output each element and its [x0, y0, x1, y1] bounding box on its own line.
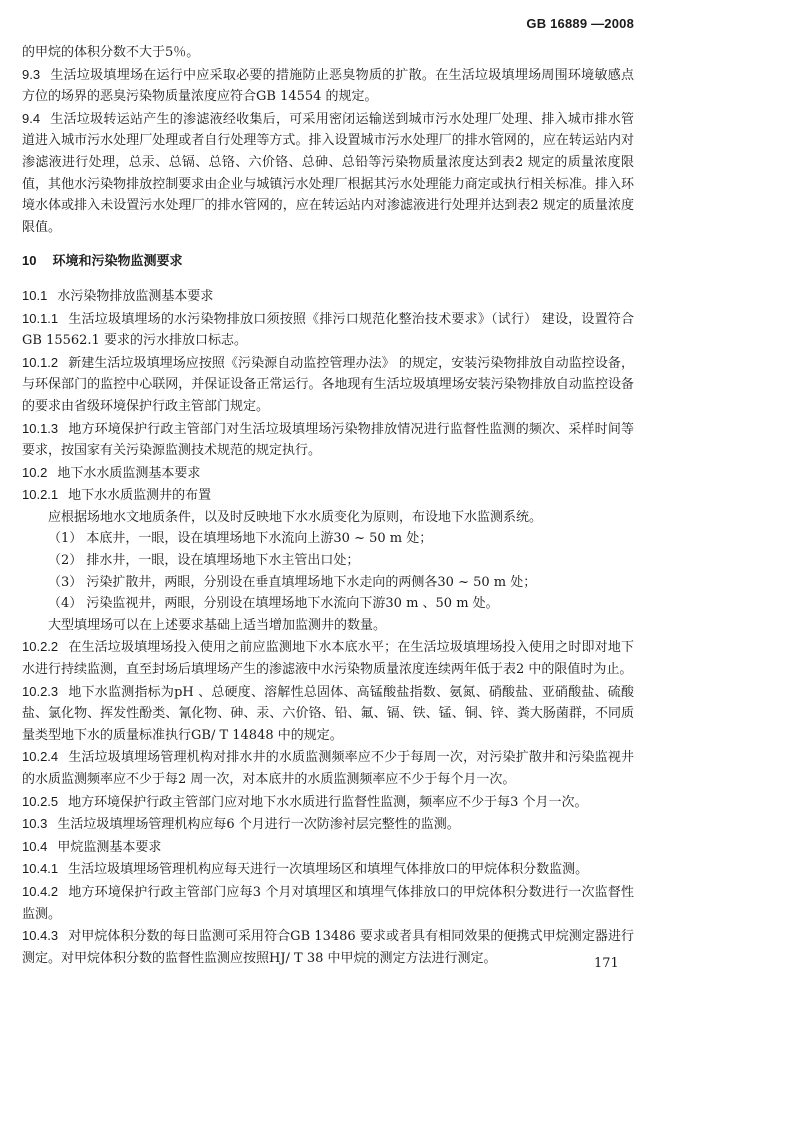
list-item: （1） 本底井，一眼，设在填埋场地下水流向上游30 ~ 50 m 处； — [48, 531, 433, 547]
clause-10-2-5: 10.2.5 地方环境保护行政主管部门应对地下水水质进行监督性监测，频率应不少于每3 个月一次。 — [22, 793, 588, 810]
clause-10-2: 10.2 地下水水质监测基本要求 — [22, 464, 201, 481]
clause-9-4: 9.4 生活垃圾转运站产生的渗滤液经收集后，可采用密闭运输送到城市污水处理厂处理、排入城市排水管道进入城市污水处理厂处理或者自行处理等方式。排入设置城市污水处理厂的排水管网的，应在转运站内对渗滤液进行处理，总汞、总镉、总铬、六价铬、总砷、总铅等污染物质量浓度达到表2 规定的质量浓度限值，其他水污染物排放控制要求由企业与城镇污水处理厂根据其污水处理能力商定或执行相关标准。排入环境水体或排入未设置污水处理厂的排水管网的，应在转运站内对渗滤液进行处理并达到表2 规定的质量浓度限值。 — [22, 110, 634, 235]
list-item: （4） 污染监视井，两眼，分别设在填埋场地下水流向下游30 m 、50 m 处。 — [48, 596, 499, 612]
wells-intro: 应根据场地水文地质条件，以及时反映地下水水质变化为原则，布设地下水监测系统。 — [48, 509, 543, 525]
list-item: （2） 排水井，一眼，设在填埋场地下水主管出口处； — [48, 553, 360, 569]
section-heading: 10 环境和污染物监测要求 — [22, 253, 183, 270]
clause-10-1: 10.1 水污染物排放监测基本要求 — [22, 287, 214, 304]
standard-number: GB 16889 —2008 — [526, 16, 634, 31]
clause-10-1-1: 10.1.1 生活垃圾填埋场的水污染物排放口须按照《排污口规范化整治技术要求》（试行） 建设，设置符合GB 15562.1 要求的污水排放口标志。 — [22, 310, 634, 349]
clause-10-2-2: 10.2.2 在生活垃圾填埋场投入使用之前应监测地下水本底水平；在生活垃圾填埋场投入使用之时即对地下水进行持续监测，直至封场后填埋场产生的渗滤液中水污染物质量浓度连续两年低于表2 中的限值时为止。 — [22, 639, 634, 678]
paragraph: 的甲烷的体积分数不大于5％。 — [22, 45, 200, 60]
clause-10-1-2: 10.1.2 新建生活垃圾填埋场应按照《污染源自动监控管理办法》 的规定，安装污染物排放自动监控设备，与环保部门的监控中心联网，并保证设备正常运行。各地现有生活垃圾填埋场安装污染物排放自动监控设备的要求由省级环境保护行政主管部门规定。 — [22, 354, 634, 414]
clause-10-1-3: 10.1.3 地方环境保护行政主管部门对生活垃圾填埋场污染物排放情况进行监督性监测的频次、采样时间等要求，按国家有关污染源监测技术规范的规定执行。 — [22, 420, 634, 459]
clause-10-3: 10.3 生活垃圾填埋场管理机构应每6 个月进行一次防渗衬层完整性的监测。 — [22, 816, 460, 833]
list-item: （3） 污染扩散井，两眼，分别设在垂直填埋场地下水走向的两侧各30 ~ 50 m 处； — [48, 574, 537, 590]
page-number: 171 — [594, 956, 619, 971]
clause-10-2-3: 10.2.3 地下水监测指标为pH 、总硬度、溶解性总固体、高锰酸盐指数、氨氮、硝酸盐、亚硝酸盐、硫酸盐、氯化物、挥发性酚类、氰化物、砷、汞、六价铬、铅、氟、镉、铁、锰、铜、锌、粪大肠菌群，不同质量类型地下水的质量标准执行GB/ T 14848 中的规定。 — [22, 683, 634, 743]
clause-10-4-3: 10.4.3 对甲烷体积分数的每日监测可采用符合GB 13486 要求或者具有相同效果的便携式甲烷测定器进行测定。对甲烷体积分数的监督性监测应按照HJ/ T 38 中甲烷的测定方法进行测定。 — [22, 928, 634, 966]
clause-10-2-4: 10.2.4 生活垃圾填埋场管理机构对排水井的水质监测频率应不少于每周一次，对污染扩散井和污染监视井的水质监测频率应不少于每2 周一次，对本底井的水质监测频率应不少于每个月一次。 — [22, 749, 634, 787]
clause-9-3: 9.3 生活垃圾填埋场在运行中应采取必要的措施防止恶臭物质的扩散。在生活垃圾填埋场周围环境敏感点方位的场界的恶臭污染物质量浓度应符合GB 14554 的规定。 — [22, 66, 634, 105]
clause-10-4-2: 10.4.2 地方环境保护行政主管部门应每3 个月对填埋区和填埋气体排放口的甲烷体积分数进行一次监督性监测。 — [22, 883, 634, 922]
wells-note: 大型填埋场可以在上述要求基础上适当增加监测井的数量。 — [48, 617, 387, 633]
clause-10-4: 10.4 甲烷监测基本要求 — [22, 838, 162, 855]
document-body — [22, 42, 634, 969]
clause-10-2-1: 10.2.1 地下水水质监测井的布置 — [22, 487, 212, 504]
clause-10-4-1: 10.4.1 生活垃圾填埋场管理机构应每天进行一次填埋场区和填埋气体排放口的甲烷体积分数监测。 — [22, 861, 589, 878]
